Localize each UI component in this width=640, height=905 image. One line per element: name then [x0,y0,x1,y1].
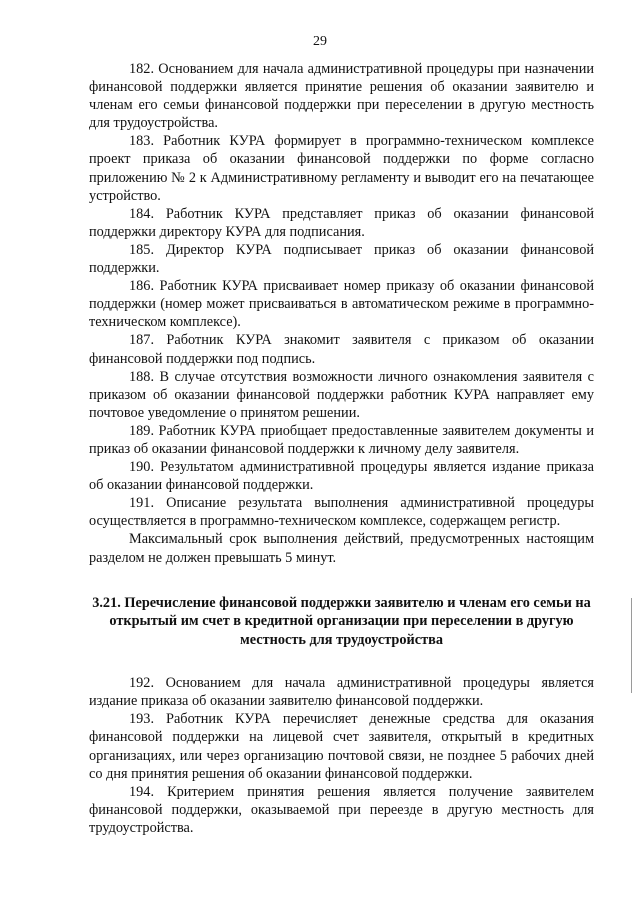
page-content [89,60,594,837]
paragraph-193: 193. Работник КУРА перечисляет денежные средства для оказания финансовой поддержки на лицевой счет заявителя, открытый в кредитных организациях, или через организацию почтовой связи, не позднее 5 рабочих дней со дня принятия решения об оказании финансовой поддержки. [89,711,594,782]
paragraph-191: 191. Описание результата выполнения административной процедуры осуществляется в программно-техническом комплексе, содержащем регистр. [89,495,594,530]
paragraph-183: 183. Работник КУРА формирует в программно-техническом комплексе проект приказа об оказании финансовой поддержки по форме согласно приложению № 2 к Административному регламенту и выводит его на печатающее устройство. [89,133,594,204]
paragraph-184: 184. Работник КУРА представляет приказ об оказании финансовой поддержки директору КУРА для подписания. [89,205,594,240]
paragraph-192: 192. Основанием для начала административной процедуры является издание приказа об оказании заявителю финансовой поддержки. [89,675,594,710]
paragraph-185: 185. Директор КУРА подписывает приказ об оказании финансовой поддержки. [89,241,594,277]
paragraph-188: 188. В случае отсутствия возможности личного ознакомления заявителя с приказом об оказании финансовой поддержки работник КУРА направляет ему почтовое уведомление о принятом решении. [89,368,594,421]
paragraph-189: 189. Работник КУРА приобщает предоставленные заявителем документы и приказ об оказании финансовой поддержки к личному делу заявителя. [89,422,594,457]
page-number: 29 [313,34,327,49]
paragraph-186: 186. Работник КУРА присваивает номер приказу об оказании финансовой поддержки (номер может присваиваться в автоматическом режиме в программно-техническом комплексе). [89,278,594,331]
paragraph-max-time: Максимальный срок выполнения действий, предусмотренных настоящим разделом не должен превышать 5 минут. [89,531,594,566]
paragraph-194: 194. Критерием принятия решения является получение заявителем финансовой поддержки, оказываемой при переезде в другую местность для трудоустройства. [89,783,594,836]
paragraph-182: 182. Основанием для начала административной процедуры при назначении финансовой поддержки является принятие решения об оказании заявителю и членам его семьи финансовой поддержки при переселении в другую местность для трудоустройства. [89,61,594,132]
paragraph-190: 190. Результатом административной процедуры является издание приказа об оказании финансовой поддержки. [89,459,594,494]
paragraph-187: 187. Работник КУРА знакомит заявителя с приказом об оказании финансовой поддержки под подпись. [89,332,594,367]
scan-margin-line [631,598,632,693]
section-heading: 3.21. Перечисление финансовой поддержки заявителю и членам его семьи на открытый им счет в кредитной организации при переселении в другую местность для трудоустройства [92,594,591,648]
